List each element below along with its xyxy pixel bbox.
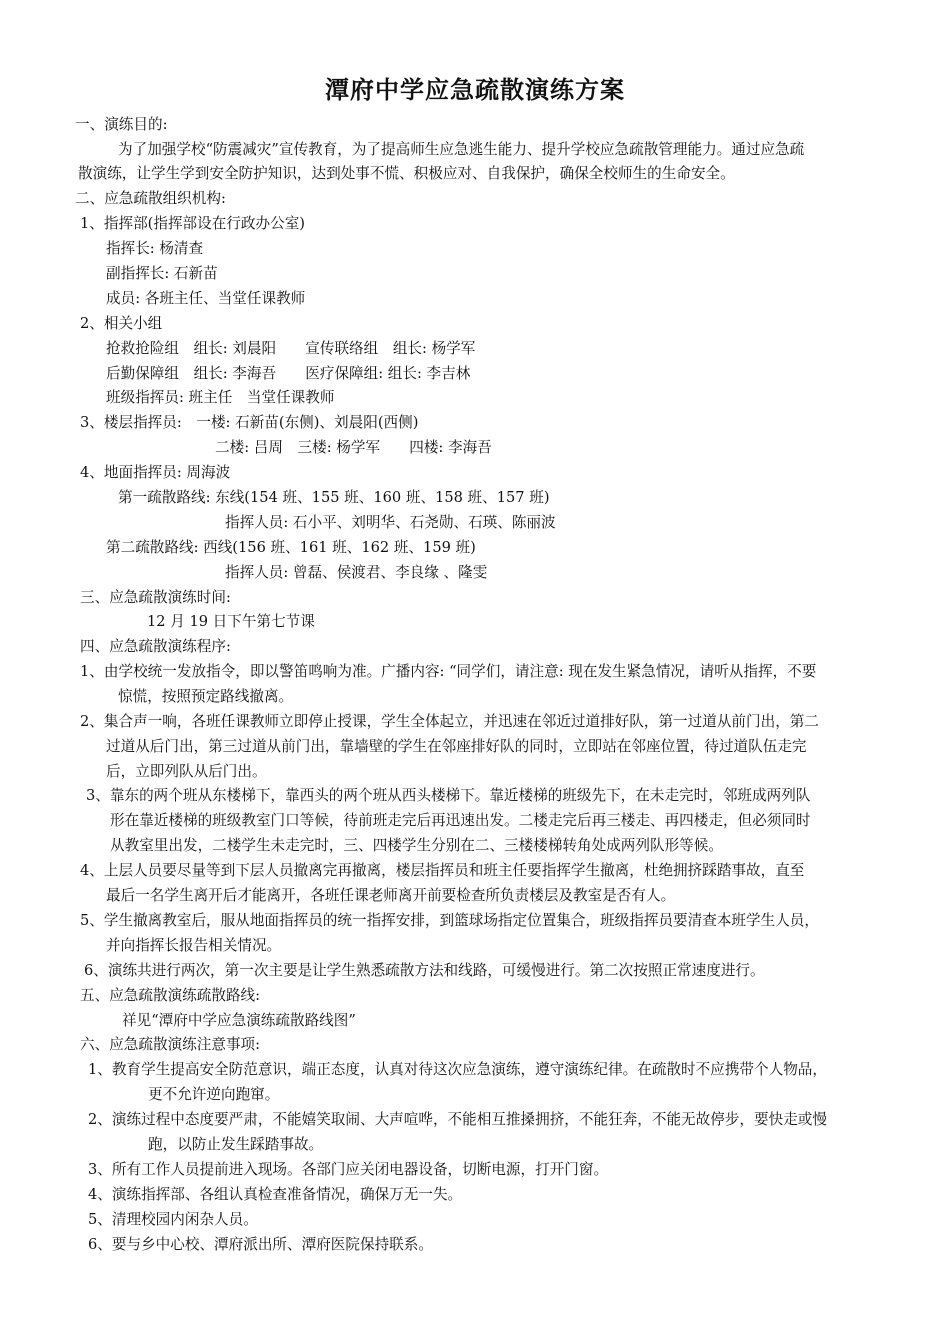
text-line: 二楼: 吕周 三楼: 杨学军 四楼: 李海吾 (215, 439, 492, 456)
text-line: 4、演练指挥部、各组认真检查准备情况，确保万无一失。 (88, 1186, 463, 1203)
text-line: 五、应急疏散演练疏散路线: (80, 987, 261, 1004)
text-line: 4、上层人员要尽量等到下层人员撤离完再撤离，楼层指挥员和班主任要指挥学生撤离，杜绝拥挤踩踏事故，直至 (80, 862, 805, 879)
text-line: 散演练，让学生学到安全防护知识，达到处事不慌、积极应对、自我保护，确保全校师生的生命安全。 (78, 165, 735, 182)
text-line: 2、演练过程中态度要严肃，不能嬉笑取闹、大声喧哗，不能相互推搡拥挤，不能狂奔，不能无故停步，要快走或慢 (88, 1111, 827, 1128)
text-line: 跑，以防止发生踩踏事故。 (148, 1136, 324, 1153)
text-line: 指挥长: 杨清查 (106, 240, 204, 257)
text-line: 6、演练共进行两次，第一次主要是让学生熟悉疏散方法和线路，可缓慢进行。第二次按照正常速度进行。 (84, 962, 765, 979)
text-line: 指挥人员: 曾磊、侯渡君、李良缘 、隆雯 (225, 564, 488, 581)
text-line: 2、相关小组 (80, 315, 163, 332)
text-line: 4、地面指挥员: 周海波 (80, 464, 231, 481)
text-line: 四、应急疏散演练程序: (80, 638, 231, 655)
text-line: 指挥人员: 石小平、刘明华、石尧勋、石瑛、陈丽波 (225, 514, 556, 531)
text-line: 一、演练目的: (75, 116, 168, 133)
text-line: 1、教育学生提高安全防范意识，端正态度，认真对待这次应急演练，遵守演练纪律。在疏散时不应携带个人物品， (88, 1061, 827, 1078)
text-line: 第二疏散路线: 西线(156 班、161 班、162 班、159 班) (106, 539, 476, 556)
text-line: 1、由学校统一发放指令，即以警笛鸣响为准。广播内容: “同学们，请注意: 现在发生紧急情况，请听从指挥，不要 (80, 663, 817, 680)
text-line: 从教室里出发，二楼学生未走完时，三、四楼学生分别在二、三楼楼梯转角处成两列队形等候。 (110, 837, 723, 854)
text-line: 二、应急疏散组织机构: (75, 190, 226, 207)
text-line: 并向指挥长报告相关情况。 (106, 937, 282, 954)
text-line: 过道从后门出，第三过道从前门出，靠墙壁的学生在邻座排好队的同时，立即站在邻座位置，待过道队伍走完 (106, 738, 807, 755)
text-line: 第一疏散路线: 东线(154 班、155 班、160 班、158 班、157 班) (118, 489, 550, 506)
text-line: 2、集合声一响，各班任课教师立即停止授课，学生全体起立，并迅速在邻近过道排好队，第一过道从前门出，第二 (80, 713, 819, 730)
text-line: 后勤保障组 组长: 李海吾 医疗保障组: 组长: 李吉林 (106, 365, 471, 382)
text-line: 班级指挥员: 班主任 当堂任课教师 (106, 389, 335, 406)
text-line: 3、楼层指挥员: 一楼: 石新苗(东侧)、刘晨阳(西侧) (80, 414, 419, 431)
text-line: 5、清理校园内闲杂人员。 (88, 1211, 258, 1228)
text-line: 六、应急疏散演练注意事项: (80, 1036, 261, 1053)
text-line: 为了加强学校“防震减灾”宣传教育，为了提高师生应急逃生能力、提升学校应急疏散管理能力。通过应急疏 (118, 141, 805, 158)
text-line: 抢救抢险组 组长: 刘晨阳 宣传联络组 组长: 杨学军 (106, 340, 476, 357)
text-line: 祥见“潭府中学应急演练疏散路线图” (122, 1012, 356, 1029)
text-line: 三、应急疏散演练时间: (80, 589, 231, 606)
text-line: 最后一名学生离开后才能离开，各班任课老师离开前要检查所负责楼层及教室是否有人。 (106, 887, 676, 904)
text-line: 3、所有工作人员提前进入现场。各部门应关闭电器设备，切断电源，打开门窗。 (88, 1161, 609, 1178)
text-line: 形在靠近楼梯的班级教室门口等候，待前班走完后再迅速出发。二楼走完后再三楼走、再四楼走，但必须同时 (110, 812, 811, 829)
text-line: 3、靠东的两个班从东楼梯下，靠西头的两个班从西头楼梯下。靠近楼梯的班级先下，在未走完时，邻班成两列队 (86, 787, 811, 804)
text-line: 12 月 19 日下午第七节课 (147, 613, 315, 630)
text-line: 1、指挥部(指挥部设在行政办公室) (80, 215, 305, 232)
text-line: 成员: 各班主任、当堂任课教师 (106, 290, 306, 307)
text-line: 6、要与乡中心校、潭府派出所、潭府医院保持联系。 (88, 1236, 433, 1253)
text-line: 更不允许逆向跑窜。 (148, 1086, 280, 1103)
document-title: 潭府中学应急疏散演练方案 (325, 76, 625, 104)
text-line: 5、学生撤离教室后，服从地面指挥员的统一指挥安排，到篮球场指定位置集合，班级指挥员要清查本班学生人员， (80, 912, 819, 929)
text-line: 后，立即列队从后门出。 (106, 763, 267, 780)
text-line: 副指挥长: 石新苗 (106, 265, 218, 282)
text-line: 惊慌，按照预定路线撤离。 (118, 688, 294, 705)
